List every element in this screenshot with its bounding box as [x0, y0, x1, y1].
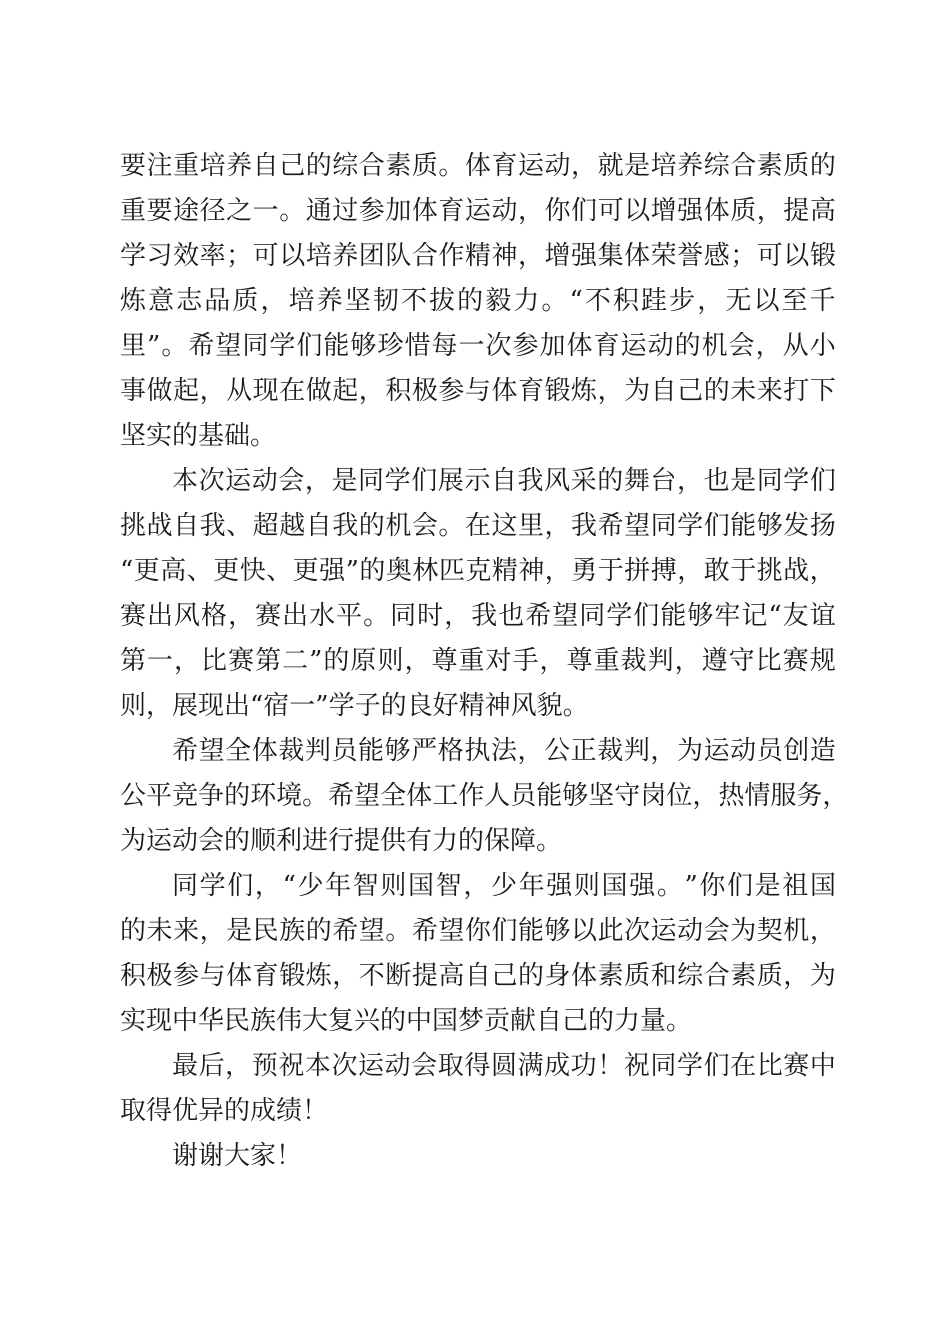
text-line: 炼 意 志 品 质 ， 培 养 坚 韧 不 拔 的 毅 力 。 “ 不 积 跬 步 ， 无 以 至 千 — [120, 286, 836, 316]
text-line: 赛 出 风 格 ， 赛 出 水 平 。 同 时 ， 我 也 希 望 同 学 们 能 够 牢 记 “ 友 谊 — [120, 601, 836, 631]
document-page — [120, 144, 849, 1179]
text-line: 里 ” 。 希 望 同 学 们 能 够 珍 惜 每 一 次 参 加 体 育 运 动 的 机 会 ， 从 小 — [120, 331, 836, 361]
text-line: 本 次 运 动 会 ， 是 同 学 们 展 示 自 我 风 采 的 舞 台 ， 也 是 同 学 们 — [172, 466, 836, 496]
text-line: 积 极 参 与 体 育 锻 炼 ， 不 断 提 高 自 己 的 身 体 素 质 和 综 合 素 质 ， 为 — [120, 961, 836, 991]
text-line: 取得优异的成绩！ — [120, 1096, 329, 1126]
text-line: “ 更 高 、 更 快 、 更 强 ” 的 奥 林 匹 克 精 神 ， 勇 于 拼 搏 ， 敢 于 挑 战 ， — [120, 556, 836, 586]
text-line: 为运动会的顺利进行提供有力的保障。 — [120, 826, 563, 856]
text-line: 重 要 途 径 之 一 。 通 过 参 加 体 育 运 动 ， 你 们 可 以 增 强 体 质 ， 提 高 — [120, 196, 836, 226]
text-line: 学 习 效 率 ； 可 以 培 养 团 队 合 作 精 神 ， 增 强 集 体 荣 誉 感 ； 可 以 锻 — [120, 241, 836, 271]
text-line: 则，展现出“宿一”学子的良好精神风貌。 — [120, 691, 589, 721]
text-line: 公 平 竞 争 的 环 境 。 希 望 全 体 工 作 人 员 能 够 坚 守 岗 位 ， 热 情 服 务 ， — [120, 781, 849, 811]
text-line: 第 一 ， 比 赛 第 二 ” 的 原 则 ， 尊 重 对 手 ， 尊 重 裁 判 ， 遵 守 比 赛 规 — [120, 646, 836, 676]
text-line: 要 注 重 培 养 自 己 的 综 合 素 质 。 体 育 运 动 ， 就 是 培 养 综 合 素 质 的 — [120, 151, 836, 181]
text-line: 挑 战 自 我 、 超 越 自 我 的 机 会 。 在 这 里 ， 我 希 望 同 学 们 能 够 发 扬 — [120, 511, 836, 541]
text-line: 的 未 来 ， 是 民 族 的 希 望 。 希 望 你 们 能 够 以 此 次 运 动 会 为 契 机 ， — [120, 916, 836, 946]
text-line: 谢谢大家！ — [172, 1141, 303, 1171]
text-line: 事 做 起 ， 从 现 在 做 起 ， 积 极 参 与 体 育 锻 炼 ， 为 自 己 的 未 来 打 下 — [120, 376, 836, 406]
text-line: 坚实的基础。 — [120, 421, 277, 451]
text-line: 最 后 ， 预 祝 本 次 运 动 会 取 得 圆 满 成 功 ！ 祝 同 学 们 在 比 赛 中 — [172, 1051, 836, 1081]
text-line: 实现中华民族伟大复兴的中国梦贡献自己的力量。 — [120, 1006, 693, 1036]
text-line: 同 学 们 ， “ 少 年 智 则 国 智 ， 少 年 强 则 国 强 。 ” 你 们 是 祖 国 — [172, 871, 836, 901]
text-line: 希 望 全 体 裁 判 员 能 够 严 格 执 法 ， 公 正 裁 判 ， 为 运 动 员 创 造 — [172, 736, 836, 766]
